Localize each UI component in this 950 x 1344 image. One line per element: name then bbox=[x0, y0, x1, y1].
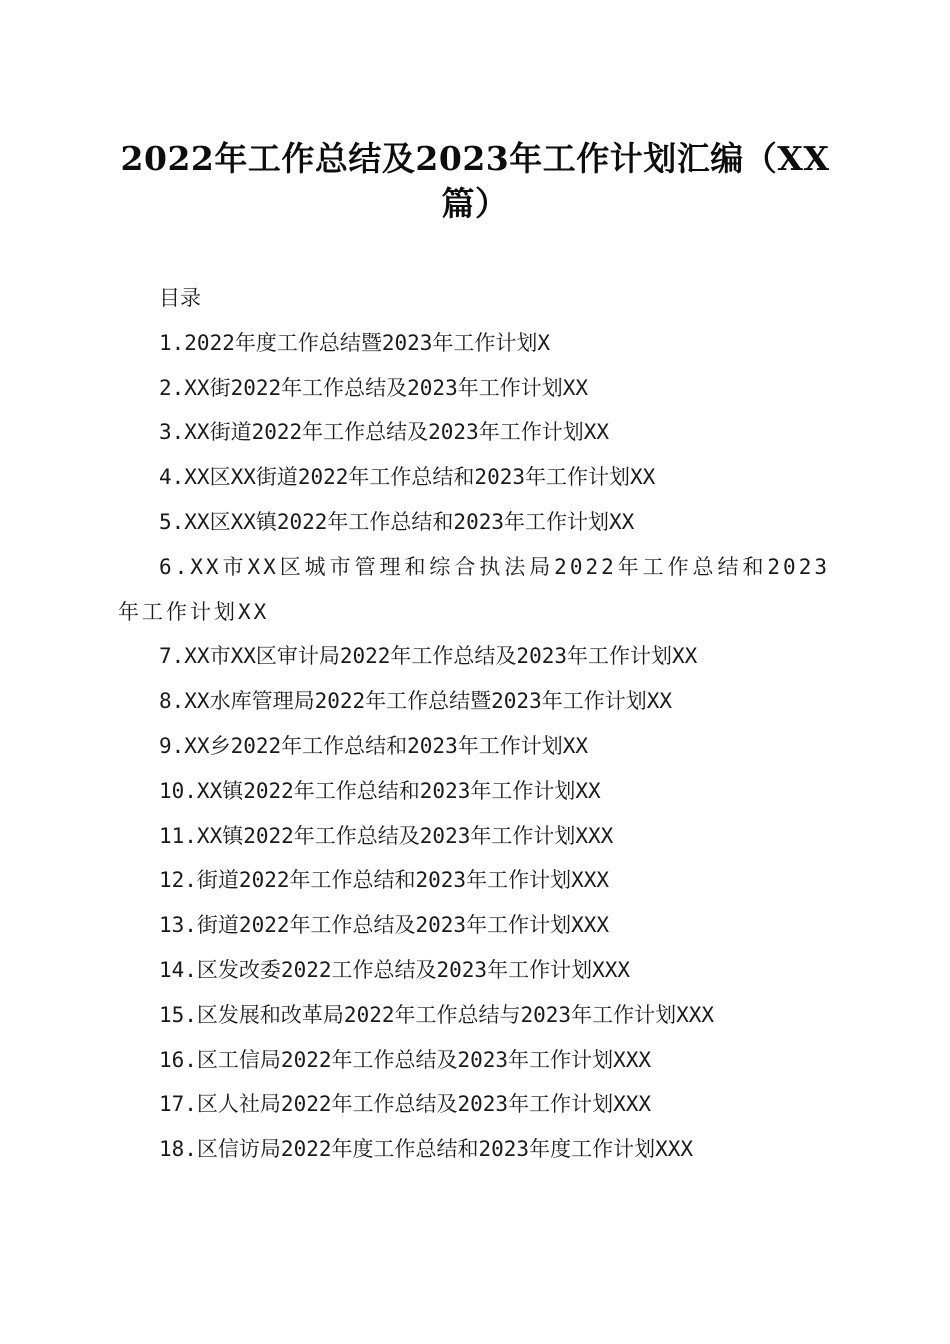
toc-item-3: 3.XX街道2022年工作总结及2023年工作计划XX bbox=[159, 420, 610, 445]
toc-item-14: 14.区发改委2022工作总结及2023年工作计划XXX bbox=[159, 957, 631, 982]
toc-item-17: 17.区人社局2022年工作总结及2023年工作计划XXX bbox=[159, 1092, 652, 1117]
toc-item-7: 7.XX市XX区审计局2022年工作总结及2023年工作计划XX bbox=[159, 644, 698, 669]
toc-item-12: 12.街道2022年工作总结和2023年工作计划XXX bbox=[159, 868, 610, 893]
toc-heading: 目录 bbox=[159, 286, 201, 310]
document-title: 2022年工作总结及2023年工作计划汇编（XX篇） bbox=[120, 139, 830, 223]
toc-item-9: 9.XX乡2022年工作总结和2023年工作计划XX bbox=[159, 733, 589, 758]
toc-item-1: 1.2022年度工作总结暨2023年工作计划X bbox=[159, 330, 551, 355]
toc-item-8: 8.XX水库管理局2022年工作总结暨2023年工作计划XX bbox=[159, 689, 673, 714]
toc-list bbox=[118, 321, 830, 1172]
toc-item-2: 2.XX街2022年工作总结及2023年工作计划XX bbox=[159, 375, 589, 400]
toc-item-5: 5.XX区XX镇2022年工作总结和2023年工作计划XX bbox=[159, 509, 635, 534]
toc-item-6: 6.XX市XX区城市管理和综合执法局2022年工作总结和2023年工作计划XX bbox=[118, 554, 830, 624]
toc-item-4: 4.XX区XX街道2022年工作总结和2023年工作计划XX bbox=[159, 465, 656, 490]
toc-item-10: 10.XX镇2022年工作总结和2023年工作计划XX bbox=[159, 778, 601, 803]
toc-item-13: 13.街道2022年工作总结及2023年工作计划XXX bbox=[159, 913, 610, 938]
toc-item-11: 11.XX镇2022年工作总结及2023年工作计划XXX bbox=[159, 823, 614, 848]
table-of-contents bbox=[118, 276, 830, 1172]
toc-item-18: 18.区信访局2022年度工作总结和2023年度工作计划XXX bbox=[159, 1137, 694, 1162]
toc-item-15: 15.区发展和改革局2022年工作总结与2023年工作计划XXX bbox=[159, 1002, 715, 1027]
toc-item-16: 16.区工信局2022年工作总结及2023年工作计划XXX bbox=[159, 1047, 652, 1072]
